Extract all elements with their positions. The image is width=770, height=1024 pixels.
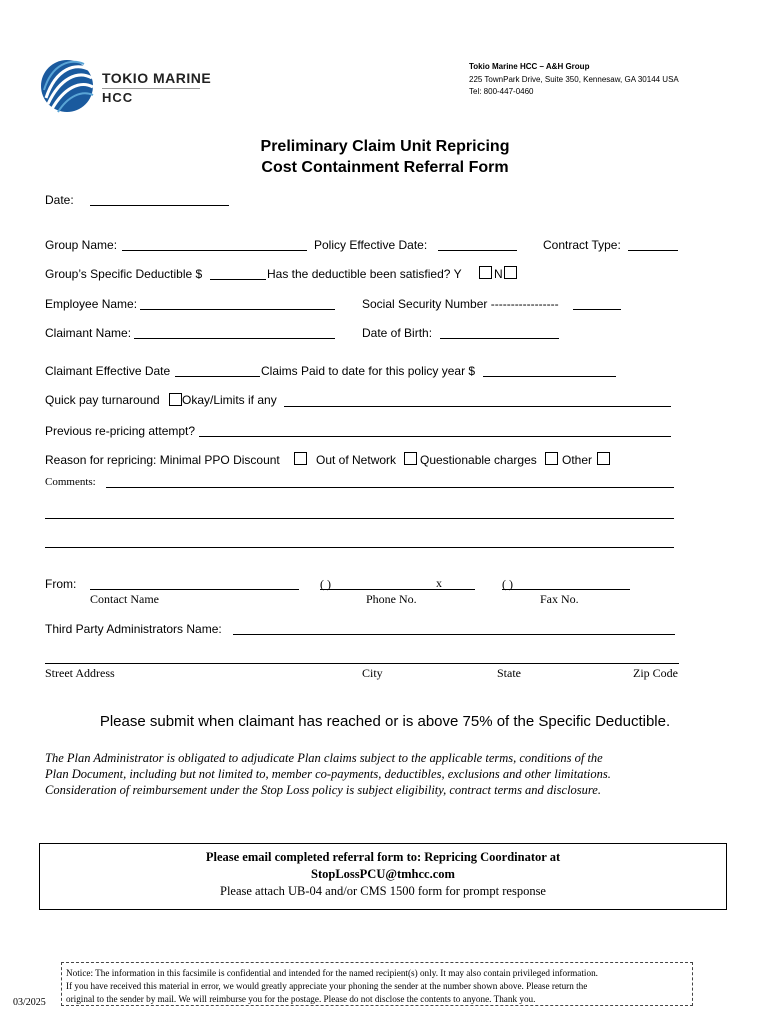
state-caption: State [497,666,521,680]
questionable-charges-label: Questionable charges [420,453,537,467]
notice-line-3: original to the sender by mail. We will reimburse you for the postage. Please do not disclose the contents to anyone. Thank you. [66,994,536,1004]
logo-word-2: HCC [102,90,134,105]
email-instructions-box [39,843,727,910]
phone-no-caption: Phone No. [366,592,417,606]
specific-deductible-label: Group’s Specific Deductible $ [45,267,203,281]
comments-input-line-2[interactable] [45,518,674,519]
address-input-line[interactable] [45,663,679,664]
contract-type-input-line[interactable] [628,250,678,251]
claims-paid-label: Claims Paid to date for this policy year $ [261,364,476,378]
contact-name-caption: Contact Name [90,592,159,606]
disclaimer-line-2: Plan Document, including but not limited to, member co-payments, deductibles, exclusions and other limitations. [45,767,611,781]
claimant-effective-date-input-line[interactable] [175,376,260,377]
fax-no-caption: Fax No. [540,592,579,606]
contact-name-input-line[interactable] [90,589,299,590]
form-title-line-2: Cost Containment Referral Form [261,159,509,176]
phone-input-line[interactable] [320,589,475,590]
notice-line-2: If you have received this material in error, we would greatly appreciate your phoning the sender at the number shown above. Please return the [66,981,588,991]
tpa-name-label: Third Party Administrators Name: [45,622,222,636]
confidentiality-notice-box [61,962,693,1006]
group-name-input-line[interactable] [122,250,307,251]
submit-threshold-note: Please submit when claimant has reached or is above 75% of the Specific Deductible. [99,713,671,730]
email-address[interactable]: StopLossPCU@tmhcc.com [311,867,455,881]
city-caption: City [362,666,383,680]
comments-input-line-3[interactable] [45,547,674,548]
zip-code-caption: Zip Code [633,666,678,680]
logo-mark-icon [40,58,98,114]
attach-forms-note: Please attach UB-04 and/or CMS 1500 form for prompt response [220,884,546,898]
date-label: Date: [45,193,74,207]
company-logo [40,58,210,114]
okay-limits-input-line[interactable] [284,406,671,407]
specific-deductible-input-line[interactable] [210,279,266,280]
previous-repricing-input-line[interactable] [199,436,671,437]
fax-input-line[interactable] [502,589,630,590]
previous-repricing-label: Previous re-pricing attempt? [45,424,196,438]
disclaimer-line-1: The Plan Administrator is obligated to adjudicate Plan claims subject to the applicable terms, conditions of the [45,751,603,765]
ssn-label: Social Security Number ----------------- [362,297,559,311]
deductible-satisfied-label: Has the deductible been satisfied? Y [267,267,462,281]
contract-type-label: Contract Type: [543,238,621,252]
claimant-name-input-line[interactable] [134,338,335,339]
email-instructions-line-1: Please email completed referral form to: Repricing Coordinator at [205,850,561,864]
employee-name-label: Employee Name: [45,297,138,311]
form-title-line-1: Preliminary Claim Unit Repricing [260,138,510,155]
company-tel: Tel: 800-447-0460 [469,87,534,96]
company-name: Tokio Marine HCC – A&H Group [469,62,590,71]
out-of-network-label: Out of Network [316,453,397,467]
deductible-yes-checkbox[interactable] [479,266,492,279]
reason-repricing-label: Reason for repricing: Minimal PPO Discount [45,453,280,467]
tpa-name-input-line[interactable] [233,634,675,635]
policy-effective-date-label: Policy Effective Date: [314,238,428,252]
logo-word-1: TOKIO MARINE [102,70,212,86]
deductible-no-checkbox[interactable] [504,266,517,279]
minimal-ppo-checkbox[interactable] [294,452,307,465]
other-checkbox[interactable] [597,452,610,465]
street-address-caption: Street Address [45,666,115,680]
fax-area-paren: ( ) [502,577,513,591]
other-label: Other [562,453,593,467]
dob-input-line[interactable] [440,338,559,339]
ssn-input-line[interactable] [573,309,621,310]
disclaimer-line-3: Consideration of reimbursement under the Stop Loss policy is subject eligibility, contract terms and disclosure. [45,783,601,797]
from-label: From: [45,577,77,591]
policy-effective-date-input-line[interactable] [438,250,517,251]
date-input-line[interactable] [90,205,229,206]
phone-area-paren: ( ) [320,577,331,591]
notice-line-1: Notice: The information in this facsimile is confidential and intended for the named recipient(s) only. It may also contain privileged information. [66,968,598,978]
quick-pay-checkbox[interactable] [169,393,182,406]
quick-pay-label: Quick pay turnaround [45,393,160,407]
deductible-no-label: N [494,267,503,281]
out-of-network-checkbox[interactable] [404,452,417,465]
form-version: 03/2025 [13,997,46,1008]
group-name-label: Group Name: [45,238,118,252]
comments-label: Comments: [45,476,96,488]
employee-name-input-line[interactable] [140,309,335,310]
company-address: 225 TownPark Drive, Suite 350, Kennesaw, GA 30144 USA [469,75,679,84]
claims-paid-input-line[interactable] [483,376,616,377]
dob-label: Date of Birth: [362,326,433,340]
phone-ext-x: x [436,576,442,590]
comments-input-line-1[interactable] [106,487,674,488]
claimant-effective-date-label: Claimant Effective Date [45,364,171,378]
claimant-name-label: Claimant Name: [45,326,132,340]
questionable-charges-checkbox[interactable] [545,452,558,465]
okay-limits-label: Okay/Limits if any [182,393,277,407]
